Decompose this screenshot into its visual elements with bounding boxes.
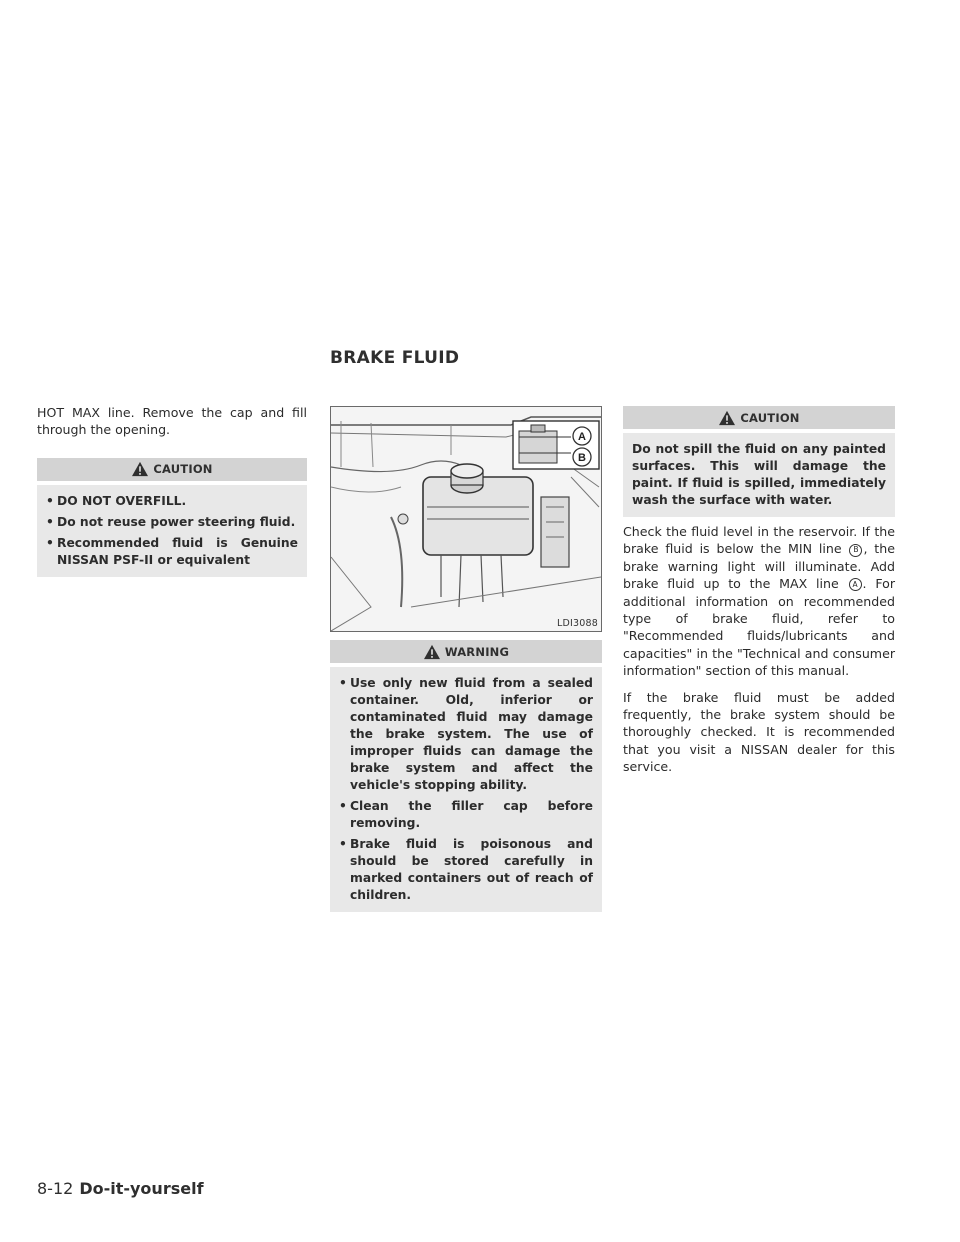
warning-item: • Clean the filler cap before removing.	[339, 798, 593, 832]
figure-code: LDI3088	[557, 618, 598, 629]
brake-reservoir-illustration	[331, 407, 601, 631]
warning-triangle-icon	[718, 410, 736, 426]
warning-label: WARNING	[444, 644, 510, 659]
caution-item: • Recommended fluid is Genuine NISSAN PSF-II or equivalent	[46, 535, 298, 569]
caution-header	[623, 406, 895, 429]
warning-triangle-icon	[131, 461, 149, 477]
page-number: 8-12	[37, 1179, 74, 1198]
warning-header	[330, 640, 602, 663]
service-paragraph: If the brake fluid must be added frequently, the brake system should be thoroughly checked. It is recommended that you visit a NISSAN dealer for this service.	[623, 689, 895, 775]
caution-item: • DO NOT OVERFILL.	[46, 493, 298, 510]
marker-a-icon: A	[849, 578, 862, 591]
fluid-level-paragraph: Check the fluid level in the reservoir. If the brake fluid is below the MIN line B , the brake warning light will illuminate. Add brake fluid up to the MAX line A . For additional information on recommended type of brake fluid, refer to "Recommended fluids/lubricants and capacities" in the "Technical and consumer information" section of this manual.	[623, 524, 895, 679]
caution-body	[623, 433, 895, 517]
caution-text: Do not spill the fluid on any painted surfaces. This will damage the paint. If fluid is spilled, immediately wash the surface with water.	[632, 442, 886, 507]
brake-reservoir-figure	[330, 406, 602, 632]
footer-section: Do-it-yourself	[79, 1179, 204, 1198]
callout-b-label: B	[578, 452, 586, 464]
warning-item: • Brake fluid is poisonous and should be stored carefully in marked containers out of reach of children.	[339, 836, 593, 904]
left-column	[37, 404, 307, 577]
marker-b-icon: B	[849, 544, 862, 557]
caution-label: CAUTION	[740, 410, 800, 425]
caution-body	[37, 485, 307, 577]
page-footer	[37, 1179, 204, 1198]
warning-body	[330, 667, 602, 912]
intro-paragraph: HOT MAX line. Remove the cap and fill through the opening.	[37, 405, 307, 438]
warning-item: • Use only new fluid from a sealed container. Old, inferior or contaminated fluid may damage the brake system. The use of improper fluids can damage the brake system and affect the vehicle's stopping ability.	[339, 675, 593, 794]
section-title: BRAKE FLUID	[330, 348, 460, 368]
caution-header	[37, 458, 307, 481]
middle-column	[330, 406, 602, 912]
right-column	[623, 406, 895, 776]
warning-triangle-icon	[423, 644, 441, 660]
callout-a-label: A	[578, 431, 586, 443]
caution-label: CAUTION	[153, 462, 213, 477]
caution-item: • Do not reuse power steering fluid.	[46, 514, 298, 531]
